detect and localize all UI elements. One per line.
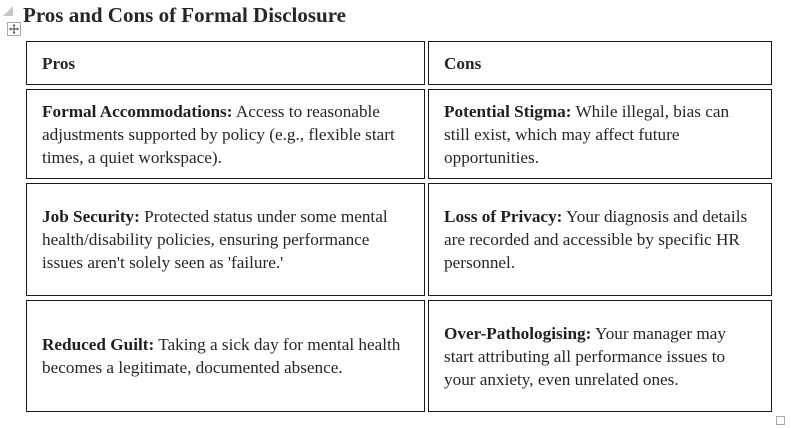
table-cell-pro-formal-accommodations[interactable] — [26, 89, 425, 179]
con-description: Your diagnosis and details are recorded and accessible by specific HR personnel. — [444, 207, 748, 272]
cell-text — [42, 100, 410, 169]
header-label-cons: Cons — [444, 53, 482, 73]
cell-text — [444, 205, 757, 274]
con-description: While illegal, bias can still exist, which may affect future opportunities. — [444, 101, 730, 167]
cell-text — [444, 322, 757, 391]
paragraph-corner-mark-icon — [3, 6, 13, 16]
header-cell-cons[interactable] — [428, 41, 772, 85]
table-cell-pro-reduced-guilt[interactable] — [26, 300, 425, 412]
pro-term: Job Security: — [42, 207, 140, 226]
header-label-pros: Pros — [42, 53, 76, 73]
con-term: Over-Pathologising: — [444, 323, 592, 343]
pro-term: Reduced Guilt: — [42, 335, 155, 354]
table-cell-con-over-pathologising[interactable] — [428, 300, 772, 412]
header-cell-pros[interactable] — [26, 41, 425, 85]
cell-text — [42, 205, 410, 274]
document-title: Pros and Cons of Formal Disclosure — [23, 3, 346, 27]
table-cell-con-potential-stigma[interactable] — [428, 89, 772, 179]
table-cell-con-loss-of-privacy[interactable] — [428, 183, 772, 296]
con-term: Potential Stigma: — [444, 101, 572, 121]
table-resize-handle[interactable] — [776, 416, 785, 425]
four-way-arrow-icon — [9, 24, 19, 34]
pro-term: Formal Accommodations: — [42, 101, 233, 121]
table-cell-pro-job-security[interactable] — [26, 183, 425, 296]
con-description: Your manager may start attributing all performance issues to your anxiety, even unrelated ones. — [444, 323, 726, 389]
pro-description: Access to reasonable adjustments supported by policy (e.g., flexible start times, a quiet workspace). — [42, 101, 395, 167]
cell-text — [444, 100, 757, 169]
table-move-handle[interactable] — [7, 22, 21, 36]
pro-description: Taking a sick day for mental health becomes a legitimate, documented absence. — [42, 335, 401, 377]
pro-description: Protected status under some mental health/disability policies, ensuring performance issues aren't solely seen as 'failure.' — [42, 207, 388, 272]
con-term: Loss of Privacy: — [444, 207, 563, 226]
cell-text — [42, 333, 410, 379]
